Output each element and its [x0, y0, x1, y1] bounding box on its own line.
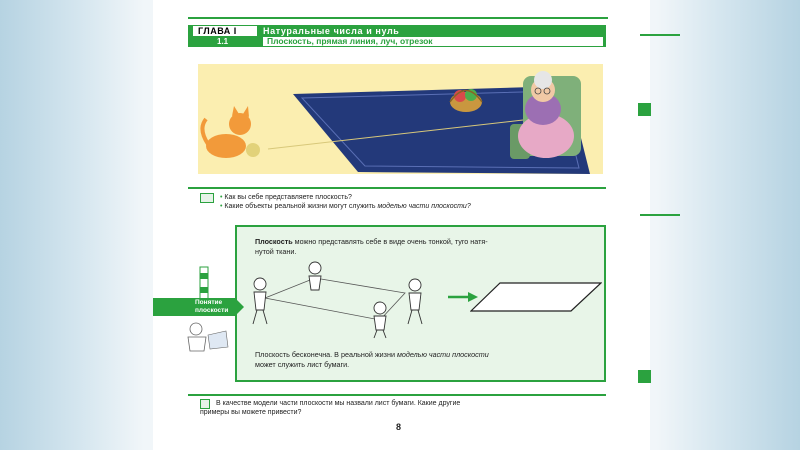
question-icon [200, 193, 214, 203]
yarn-ball [246, 143, 260, 157]
questions-rule [188, 187, 606, 189]
section-title: Плоскость, прямая линия, луч, отрезок [263, 37, 603, 46]
chapter-label: ГЛАВА I [193, 26, 257, 36]
illustration-cat-and-grandmother [198, 64, 603, 174]
concept-paragraph-1-line-2: нутой ткани. [255, 247, 297, 256]
task-rule [188, 394, 606, 396]
plane-parallelogram [470, 282, 602, 312]
page-number: 8 [396, 422, 402, 432]
deco-square [638, 370, 651, 383]
chapter-title: Натуральные числа и нуль [263, 26, 400, 36]
section-number: 1.1 [193, 37, 257, 46]
cat [206, 134, 246, 158]
task-line-1: В качестве модели части плоскости мы назвали лист бумаги. Какие другие [216, 400, 461, 407]
task-line-2: примеры вы можете привести? [200, 409, 302, 416]
deco-line [640, 34, 680, 36]
concept-paragraph-1: Плоскость можно представлять себе в виде очень тонкой, туго натя- [255, 237, 488, 246]
deco-square [638, 103, 651, 116]
children-holding-fabric-illustration [240, 258, 440, 340]
concept-paragraph-2: Плоскость бесконечна. В реальной жизни моделью части плоскости [255, 350, 489, 359]
header-rule [188, 17, 608, 19]
question-1: • Как вы себе представляете плоскость? [220, 194, 352, 201]
concept-label: Понятие плоскости [153, 298, 235, 316]
deco-line [640, 214, 680, 216]
concept-paragraph-2-line-2: может служить лист бумаги. [255, 360, 350, 369]
question-2: • Какие объекты реальной жизни могут служить моделью части плоскости? [220, 203, 471, 210]
concept-label-arrow [235, 298, 244, 316]
